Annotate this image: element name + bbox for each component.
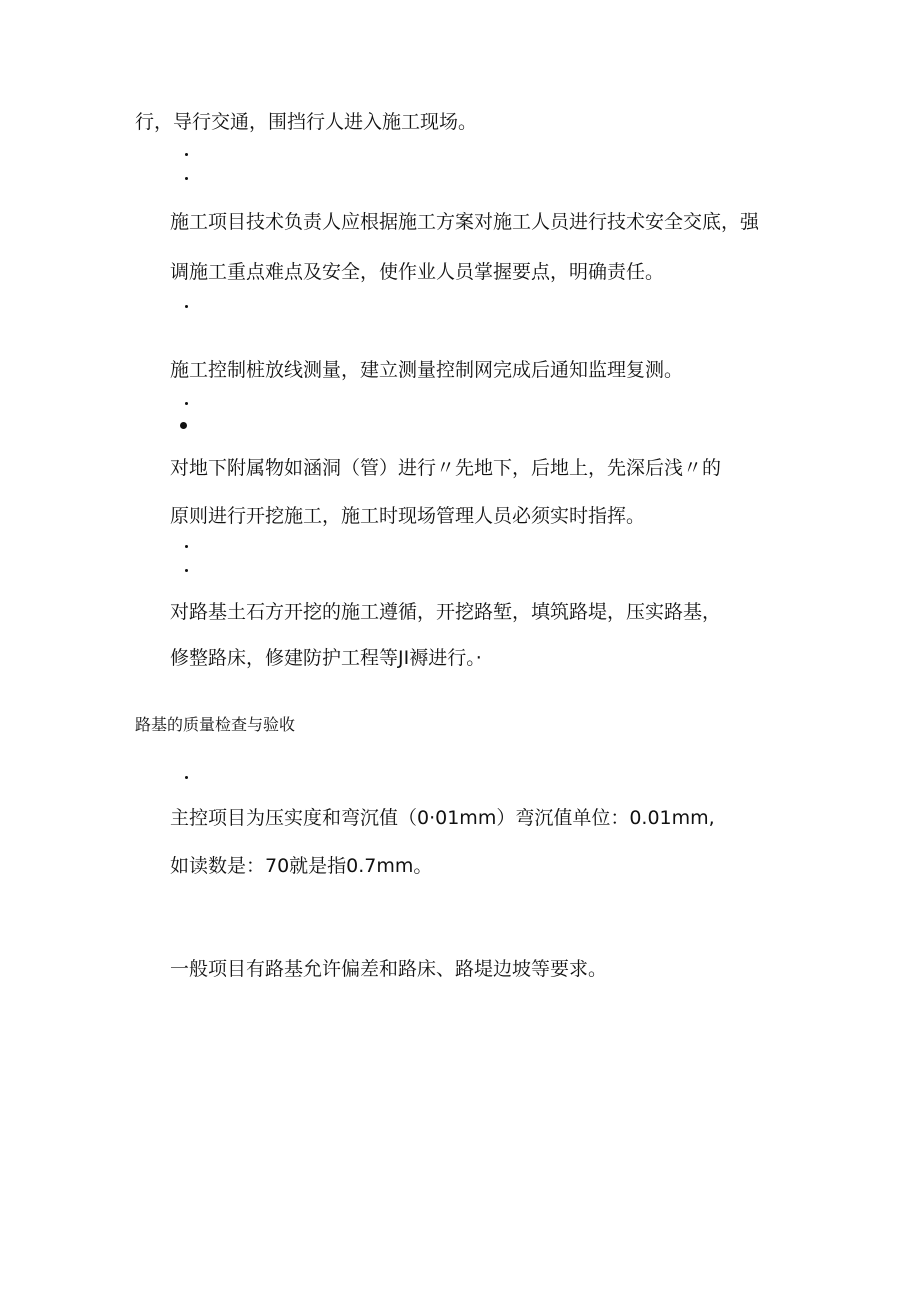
bullet-dot: [180, 422, 187, 429]
paragraph-line: 修整路床，修建防护工程等JI褥进行。·: [170, 647, 482, 669]
section-heading: 路基的质量检查与验收: [135, 715, 296, 734]
bullet-dot: [185, 569, 188, 572]
bullet-dot: [185, 776, 188, 779]
paragraph-line: 对路基土石方开挖的施工遵循，开挖路堑，填筑路堤，压实路基，: [170, 601, 722, 623]
text-line: 行，导行交通，围挡行人进入施工现场。: [135, 111, 478, 133]
paragraph-line: 对地下附属物如涵洞（管）进行〃先地下，后地上，先深后浅〃的: [170, 457, 722, 479]
bullet-dot: [185, 545, 188, 548]
bullet-dot: [185, 153, 188, 156]
paragraph-line: 一般项目有路基允许偏差和路床、路堤边坡等要求。: [170, 958, 608, 980]
paragraph-line: 主控项目为压实度和弯沉值（0·01mm）弯沉值单位：0.01mm,: [170, 807, 715, 829]
bullet-dot: [185, 402, 188, 405]
paragraph-line: 原则进行开挖施工，施工时现场管理人员必须实时指挥。: [170, 505, 646, 527]
paragraph-line: 调施工重点难点及安全，使作业人员掌握要点，明确责任。: [170, 261, 665, 283]
bullet-dot: [185, 177, 188, 180]
paragraph-line: 施工控制桩放线测量，建立测量控制网完成后通知监理复测。: [170, 359, 684, 381]
paragraph-line: 施工项目技术负责人应根据施工方案对施工人员进行技术安全交底，强: [170, 211, 760, 233]
paragraph-line: 如读数是：70就是指0.7mm。: [170, 855, 433, 877]
bullet-dot: [185, 305, 188, 308]
